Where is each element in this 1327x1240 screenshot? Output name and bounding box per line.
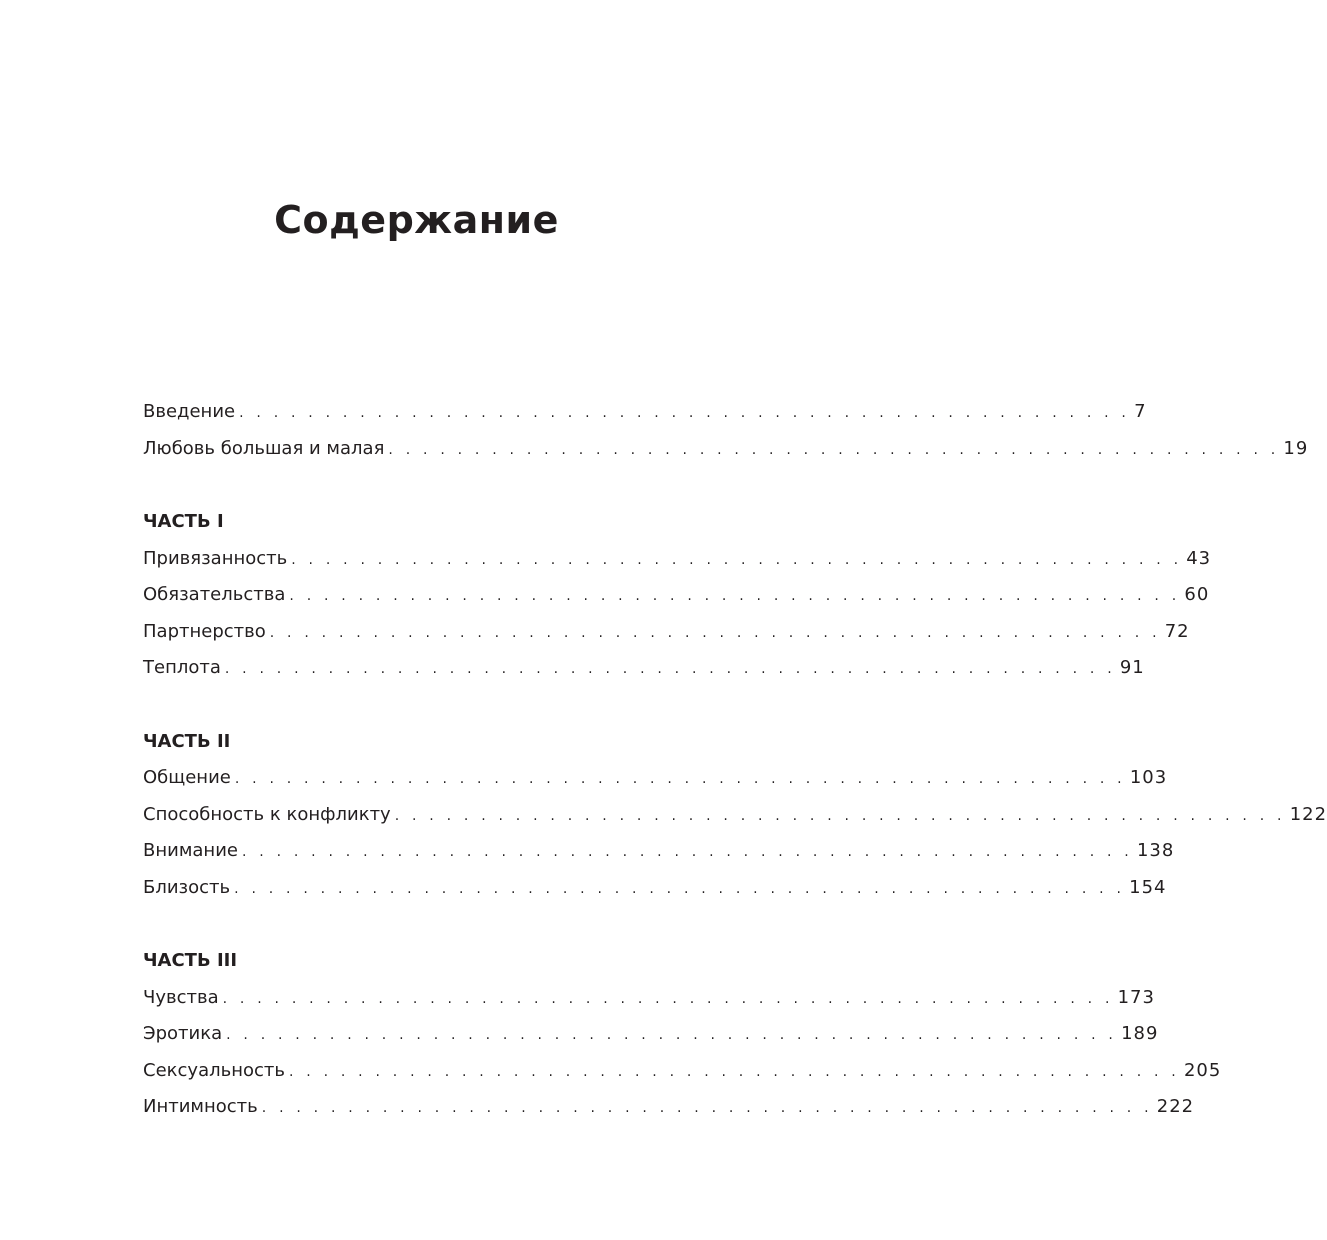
toc-entry[interactable] (143, 614, 1190, 651)
toc-entry[interactable] (143, 577, 1210, 614)
toc-entry[interactable] (143, 1016, 1159, 1053)
dot-leader: . . . . . . . . . . . . . . . . . . . . . . . . . . . . . . . . . . . . . . . . . . . . . . . . . . . . (288, 1063, 1180, 1080)
table-of-contents (143, 394, 1327, 1126)
section-spacer (143, 687, 733, 724)
toc-entry-introduction[interactable] (143, 394, 1147, 431)
toc-entry-page: 205 (1183, 1059, 1222, 1081)
toc-entry-label: Чувства (143, 986, 219, 1008)
toc-entry-label: Близость (143, 876, 231, 898)
toc-entry-page: 189 (1121, 1023, 1159, 1044)
dot-leader: . . . . . . . . . . . . . . . . . . . . . . . . . . . . . . . . . . . . . . . . . . . . . . . . . . . . (234, 771, 1126, 787)
part-heading: ЧАСТЬ III (143, 950, 238, 971)
dot-leader: . . . . . . . . . . . . . . . . . . . . . . . . . . . . . . . . . . . . . . . . . . . . . . . . . . . . (239, 405, 1131, 421)
toc-entry-label: Интимность (143, 1096, 258, 1117)
toc-entry-page: 91 (1119, 657, 1145, 678)
toc-entry[interactable] (143, 541, 1212, 578)
toc-entry-page: 43 (1186, 547, 1212, 569)
dot-leader: . . . . . . . . . . . . . . . . . . . . . . . . . . . . . . . . . . . . . . . . . . . . . . . . . . . . (241, 844, 1133, 860)
dot-leader: . . . . . . . . . . . . . . . . . . . . . . . . . . . . . . . . . . . . . . . . . . . . . . . . . . . . (222, 990, 1114, 1007)
dot-leader: . . . . . . . . . . . . . . . . . . . . . . . . . . . . . . . . . . . . . . . . . . . . . . . . . . . . (234, 880, 1126, 897)
page-title: Содержание (274, 198, 559, 242)
toc-entry-label: Обязательства (143, 584, 286, 605)
dot-leader: . . . . . . . . . . . . . . . . . . . . . . . . . . . . . . . . . . . . . . . . . . . . . . . . . . . . (224, 661, 1116, 677)
toc-entry-page: 173 (1117, 986, 1155, 1008)
toc-entry-label: Внимание (143, 840, 238, 861)
part-heading: ЧАСТЬ II (143, 730, 231, 752)
toc-entry-page: 19 (1283, 437, 1309, 459)
toc-entry-page: 138 (1136, 840, 1175, 861)
toc-entry[interactable] (143, 760, 1168, 797)
toc-entry-page: 122 (1289, 803, 1327, 825)
toc-entry-love[interactable] (143, 431, 1309, 468)
toc-entry-label: Привязанность (143, 547, 288, 569)
part-heading: ЧАСТЬ I (143, 511, 224, 532)
dot-leader: . . . . . . . . . . . . . . . . . . . . . . . . . . . . . . . . . . . . . . . . . . . . . . . . . . . . (261, 1100, 1153, 1116)
section-spacer (143, 906, 733, 943)
dot-leader: . . . . . . . . . . . . . . . . . . . . . . . . . . . . . . . . . . . . . . . . . . . . . . . . . . . . (388, 441, 1280, 458)
toc-entry-label: Общение (143, 767, 231, 788)
toc-entry-page: 222 (1156, 1096, 1195, 1117)
toc-entry-page: 60 (1184, 584, 1210, 605)
dot-leader: . . . . . . . . . . . . . . . . . . . . . . . . . . . . . . . . . . . . . . . . . . . . . . . . . . . . (291, 551, 1183, 568)
toc-entry-label: Введение (143, 401, 236, 422)
toc-entry[interactable] (143, 1053, 1222, 1090)
dot-leader: . . . . . . . . . . . . . . . . . . . . . . . . . . . . . . . . . . . . . . . . . . . . . . . . . . . . (269, 624, 1161, 641)
toc-entry-page: 154 (1129, 876, 1167, 898)
toc-entry[interactable] (143, 797, 1327, 834)
dot-leader: . . . . . . . . . . . . . . . . . . . . . . . . . . . . . . . . . . . . . . . . . . . . . . . . . . . . (394, 807, 1286, 824)
toc-entry[interactable] (143, 650, 1145, 687)
toc-entry-page: 72 (1164, 620, 1190, 642)
toc-entry-label: Партнерство (143, 620, 266, 642)
toc-entry[interactable] (143, 980, 1155, 1017)
toc-entry-label: Сексуальность (143, 1059, 285, 1081)
toc-entry[interactable] (143, 870, 1167, 907)
toc-entry-label: Теплота (143, 657, 221, 678)
toc-entry-page: 103 (1129, 767, 1168, 788)
toc-entry-page: 7 (1134, 401, 1147, 422)
toc-entry[interactable] (143, 833, 1175, 870)
toc-entry-label: Способность к конфликту (143, 803, 391, 825)
dot-leader: . . . . . . . . . . . . . . . . . . . . . . . . . . . . . . . . . . . . . . . . . . . . . . . . . . . . (226, 1027, 1118, 1043)
toc-entry[interactable] (143, 1089, 1195, 1126)
dot-leader: . . . . . . . . . . . . . . . . . . . . . . . . . . . . . . . . . . . . . . . . . . . . . . . . . . . . (289, 588, 1181, 604)
toc-entry-label: Любовь большая и малая (143, 437, 385, 459)
toc-entry-label: Эротика (143, 1023, 223, 1044)
section-spacer (143, 467, 733, 504)
